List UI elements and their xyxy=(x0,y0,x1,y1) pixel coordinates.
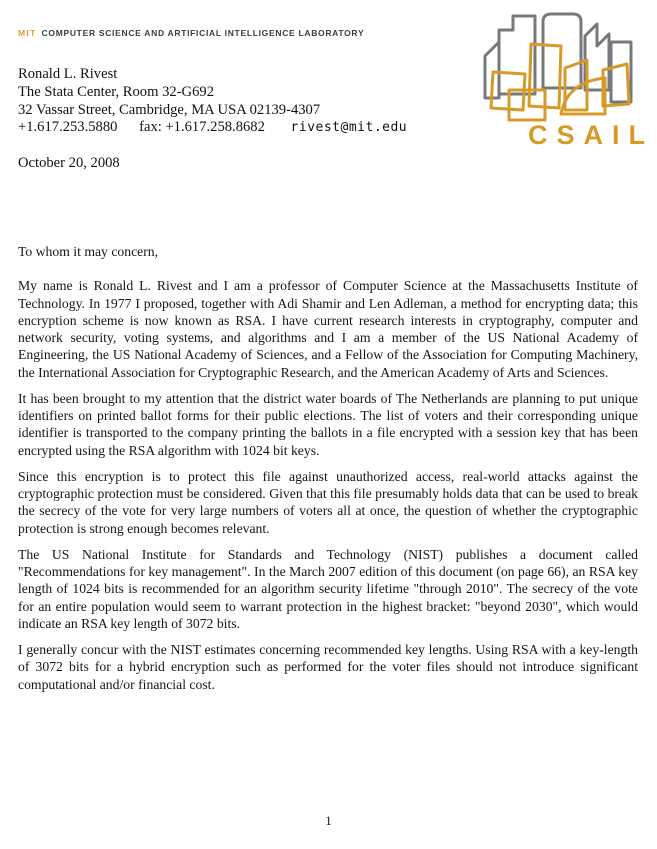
paragraph-conclusion: I generally concur with the NIST estimates concerning recommended key lengths. Using RSA with a key-length of 3072 bits for a hybrid encryption such as performed for the voter files should not introduce significant computational and/or financial cost. xyxy=(18,642,638,692)
sender-block xyxy=(18,66,407,137)
page-number: 1 xyxy=(325,813,332,828)
paragraph-nist-recommendations: The US National Institute for Standards and Technology (NIST) publishes a document called "Recommendations for key management". In the March 2007 edition of this document (on page 66), an RSA key length of 1024 bits is recommended for an algorithm security lifetime "through 2010". The secrecy of the vote for an entire population would seem to warrant protection in the highest bracket: "beyond 2030", which would indicate an RSA key length of 3072 bits. xyxy=(18,546,638,631)
paragraph-ballot-issue: It has been brought to my attention that the district water boards of The Netherlands are planning to put unique identifiers on printed ballot forms for their public elections. The list of voters and their corresponding unique identifier is transported to the company printing the ballots in a file encrypted with a session key that has been encrypted using the RSA algorithm with 1024 bit keys. xyxy=(18,390,638,458)
paragraph-introduction: My name is Ronald L. Rivest and I am a professor of Computer Science at the Massachusetts Institute of Technology. In 1977 I proposed, together with Adi Shamir and Len Adleman, a method for encrypting data; this encryption scheme is now known as RSA. I have current research interests in cryptography, computer and network security, voting systems, and algorithms and I am a member of the US National Academy of Engineering, the US National Academy of Sciences, and a Fellow of the Association for Computing Machinery, the International Association for Cryptographic Research, and the American Academy of Arts and Sciences. xyxy=(18,278,638,380)
sender-email: rivest@mit.edu xyxy=(290,120,408,136)
sender-contact-line xyxy=(18,119,407,137)
sender-name: Ronald L. Rivest xyxy=(18,66,118,82)
masthead xyxy=(18,28,364,38)
csail-skyline-icon xyxy=(473,6,645,124)
paragraph-encryption-concern: Since this encryption is to protect this file against unauthorized access, real-world attacks against the cryptographic protection must be considered. Given that this file presumably holds data that can be used to break the secrecy of the vote for very large numbers of voters all at once, the question of whether the cryptographic protection is strong enough becomes relevant. xyxy=(18,468,638,536)
letter-date: October 20, 2008 xyxy=(18,155,120,171)
csail-wordmark: CSAIL xyxy=(528,120,654,150)
mit-brand-text: MIT xyxy=(18,28,37,38)
sender-phone: +1.617.253.5880 xyxy=(18,119,118,136)
csail-logo xyxy=(473,6,654,150)
laboratory-name-text: COMPUTER SCIENCE AND ARTIFICIAL INTELLIGENCE LABORATORY xyxy=(41,28,365,38)
salutation: To whom it may concern, xyxy=(18,244,159,259)
sender-address-line1: The Stata Center, Room 32-G692 xyxy=(18,83,214,100)
letter-body xyxy=(18,243,638,702)
sender-fax: fax: +1.617.258.8682 xyxy=(139,119,265,136)
sender-address-line2: 32 Vassar Street, Cambridge, MA USA 02139-4307 xyxy=(18,101,321,118)
